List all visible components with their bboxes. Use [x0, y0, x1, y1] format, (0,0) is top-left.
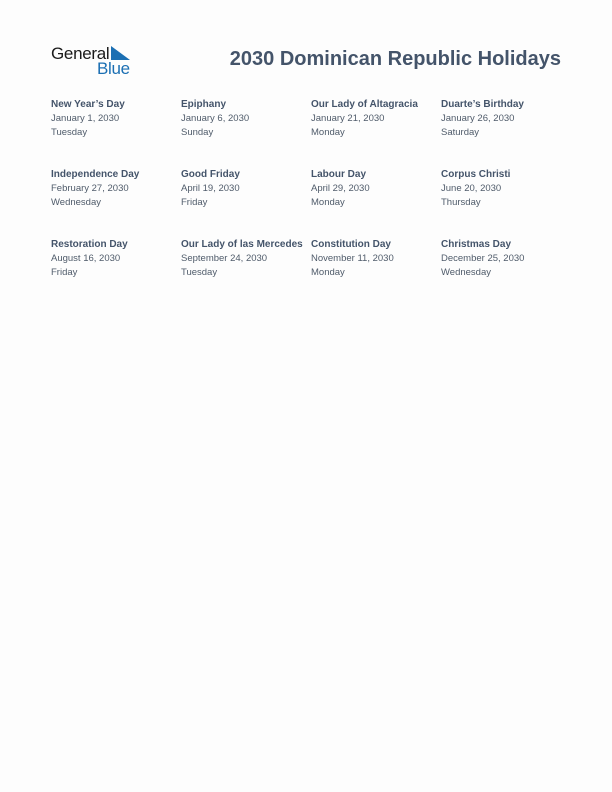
logo-text-blue: Blue [97, 59, 130, 78]
holiday-name: Labour Day [311, 169, 367, 180]
holiday-weekday: Monday [311, 127, 345, 138]
holiday-date: January 21, 2030 [311, 113, 385, 124]
holiday-weekday: Wednesday [51, 197, 101, 208]
holiday-name: Independence Day [51, 169, 140, 180]
holiday-item [441, 168, 571, 238]
holiday-weekday: Wednesday [441, 267, 491, 278]
holiday-date: December 25, 2030 [441, 253, 525, 264]
holiday-date: August 16, 2030 [51, 253, 121, 264]
holiday-name: Christmas Day [441, 239, 512, 250]
holiday-date: April 19, 2030 [181, 183, 240, 194]
holiday-weekday: Tuesday [181, 267, 218, 278]
holiday-name: Constitution Day [311, 239, 391, 250]
logo-text-general: General [51, 44, 110, 63]
holiday-name: Good Friday [181, 169, 240, 180]
holiday-date: February 27, 2030 [51, 183, 129, 194]
holiday-item [181, 168, 311, 238]
logo-flag-icon [111, 46, 130, 60]
generalblue-logo [51, 44, 141, 78]
holiday-name: New Year’s Day [51, 99, 125, 110]
holiday-date: January 6, 2030 [181, 113, 250, 124]
holiday-weekday: Friday [181, 197, 208, 208]
holiday-weekday: Thursday [441, 197, 481, 208]
holiday-name: Duarte’s Birthday [441, 99, 524, 110]
holiday-item [51, 238, 181, 308]
holiday-date: June 20, 2030 [441, 183, 502, 194]
holiday-name: Our Lady of Altagracia [311, 99, 418, 110]
holiday-item [311, 98, 441, 168]
holiday-date: November 11, 2030 [311, 253, 394, 264]
holiday-item [311, 168, 441, 238]
holiday-item [51, 168, 181, 238]
page-title: 2030 Dominican Republic Holidays [229, 48, 561, 70]
holiday-date: September 24, 2030 [181, 253, 268, 264]
holiday-weekday: Friday [51, 267, 78, 278]
holiday-item [311, 238, 441, 308]
holiday-date: January 26, 2030 [441, 113, 515, 124]
holiday-item [181, 98, 311, 168]
holiday-item [181, 238, 311, 308]
holiday-item [441, 238, 571, 308]
holiday-item [441, 98, 571, 168]
holiday-grid [51, 98, 571, 308]
holiday-weekday: Sunday [181, 127, 214, 138]
holiday-weekday: Monday [311, 267, 345, 278]
holiday-name: Restoration Day [51, 239, 128, 250]
holiday-name: Epiphany [181, 99, 227, 110]
holiday-weekday: Monday [311, 197, 345, 208]
holiday-name: Our Lady of las Mercedes [181, 239, 303, 250]
holiday-weekday: Tuesday [51, 127, 88, 138]
holiday-name: Corpus Christi [441, 169, 511, 180]
holiday-item [51, 98, 181, 168]
holiday-date: April 29, 2030 [311, 183, 370, 194]
holiday-date: January 1, 2030 [51, 113, 120, 124]
holiday-weekday: Saturday [441, 127, 480, 138]
